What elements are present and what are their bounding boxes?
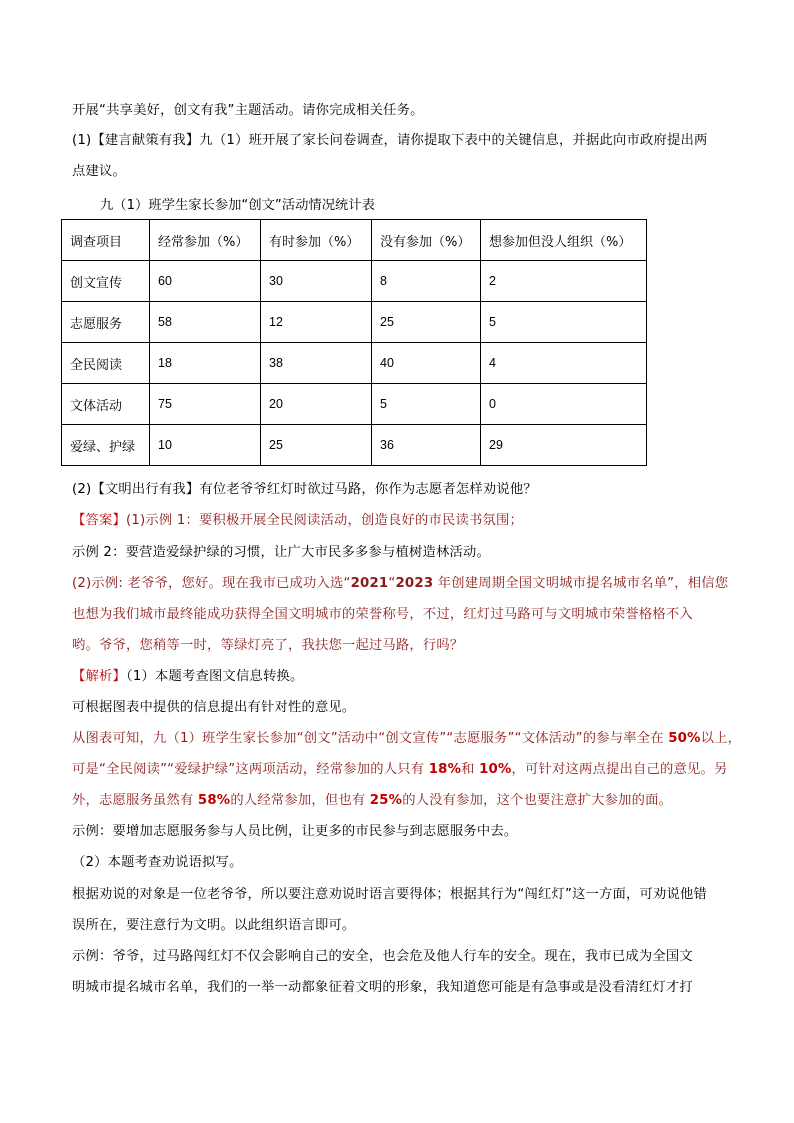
analysis-line5 bbox=[72, 791, 732, 811]
table-header-cell: 调查项目 bbox=[62, 220, 150, 261]
analysis-pct-58: 58% bbox=[197, 793, 231, 808]
answer-example1: (1)示例 1：要积极开展全民阅读活动，创造良好的市民读书氛围； bbox=[126, 513, 523, 528]
analysis-text: 外，志愿服务虽然有 bbox=[72, 793, 198, 808]
analysis-text: 的人没有参加，这个也要注意扩大参加的面。 bbox=[402, 793, 673, 808]
answer-line5: 哟。爷爷，您稍等一时，等绿灯亮了，我扶您一起过马路，行吗？ bbox=[72, 638, 464, 653]
table-cell: 10 bbox=[150, 425, 261, 466]
table-cell: 75 bbox=[150, 384, 261, 425]
analysis-pct-50: 50% bbox=[668, 731, 701, 746]
answer-part2-text: (2)示例: 老爷爷，您好。现在我市已成功入选“ bbox=[72, 576, 351, 591]
table-cell: 25 bbox=[261, 425, 372, 466]
analysis-line1 bbox=[72, 667, 732, 687]
answer-year-end: 2023 bbox=[395, 576, 434, 591]
analysis-part1-title: （1）本题考查图文信息转换。 bbox=[126, 669, 304, 684]
analysis-line4 bbox=[72, 760, 732, 780]
table-row bbox=[62, 384, 647, 425]
analysis-text: 从图表可知，九（1）班学生家长参加“创文”活动中“创文宣传”“志愿服务”“文体活动”的参与率全在 bbox=[72, 731, 669, 746]
table-cell: 20 bbox=[261, 384, 372, 425]
table-cell: 4 bbox=[481, 343, 647, 384]
analysis-line7: （2）本题考查劝说语拟写。 bbox=[72, 855, 243, 870]
answer-example2: 示例 2：要营造爱绿护绿的习惯，让广大市民多多参与植树造林活动。 bbox=[72, 545, 490, 560]
task2-text: 【文明出行有我】有位老爷爷红灯时欲过马路，你作为志愿者怎样劝说他？ bbox=[91, 482, 537, 497]
intro-text: 开展“共享美好，创文有我”主题活动。请你完成相关任务。 bbox=[72, 103, 424, 118]
row-label: 爱绿、护绿 bbox=[62, 425, 150, 466]
table-row bbox=[62, 343, 647, 384]
table-cell: 36 bbox=[372, 425, 481, 466]
answer-year-start: 2021 bbox=[350, 576, 389, 591]
analysis-text: 可是“全民阅读”“爱绿护绿”这两项活动，经常参加的人只有 bbox=[72, 762, 429, 777]
table-cell: 58 bbox=[150, 302, 261, 343]
analysis-text: 的人经常参加，但也有 bbox=[230, 793, 370, 808]
answer-line3 bbox=[72, 574, 732, 594]
survey-table bbox=[61, 219, 647, 466]
table-cell: 40 bbox=[372, 343, 481, 384]
analysis-text: 和 bbox=[461, 762, 480, 777]
table-cell: 5 bbox=[481, 302, 647, 343]
task1-line1 bbox=[72, 131, 732, 151]
table-header-row bbox=[62, 220, 647, 261]
table-cell: 8 bbox=[372, 261, 481, 302]
analysis-text: 以上， bbox=[700, 731, 742, 746]
table-row bbox=[62, 425, 647, 466]
answer-line4: 也想为我们城市最终能成功获得全国文明城市的荣誉称号，不过，红灯过马路可与文明城市荣誉格格不入 bbox=[72, 607, 693, 622]
table-cell: 38 bbox=[261, 343, 372, 384]
analysis-label: 【解析】 bbox=[72, 669, 126, 684]
table-header-cell: 有时参加（%） bbox=[261, 220, 372, 261]
row-label: 文体活动 bbox=[62, 384, 150, 425]
task1-number: (1) bbox=[72, 133, 92, 148]
table-header-cell: 经常参加（%） bbox=[150, 220, 261, 261]
analysis-line11: 明城市提名城市名单，我们的一举一动都象征着文明的形象，我知道您可能是有急事或是没看清红灯才打 bbox=[72, 980, 693, 995]
task2-line bbox=[72, 480, 732, 500]
table-cell: 30 bbox=[261, 261, 372, 302]
row-label: 全民阅读 bbox=[62, 343, 150, 384]
answer-label: 【答案】 bbox=[72, 513, 126, 528]
row-label: 志愿服务 bbox=[62, 302, 150, 343]
table-cell: 29 bbox=[481, 425, 647, 466]
analysis-line6: 示例：要增加志愿服务参与人员比例，让更多的市民参与到志愿服务中去。 bbox=[72, 824, 518, 839]
table-cell: 5 bbox=[372, 384, 481, 425]
analysis-line9: 误所在，要注意行为文明。以此组织语言即可。 bbox=[72, 918, 356, 933]
analysis-text: ，可针对这两点提出自己的意见。另 bbox=[511, 762, 728, 777]
task1-line2: 点建议。 bbox=[72, 164, 126, 179]
answer-quote: “ bbox=[388, 576, 396, 591]
table-cell: 0 bbox=[481, 384, 647, 425]
row-label: 创文宣传 bbox=[62, 261, 150, 302]
analysis-line8: 根据劝说的对象是一位老爷爷，所以要注意劝说时语言要得体；根据其行为“闯红灯”这一方面，可劝说他错 bbox=[72, 887, 708, 902]
table-header-cell: 想参加但没人组织（%） bbox=[481, 220, 647, 261]
task1-text: 【建言献策有我】九（1）班开展了家长问卷调查，请你提取下表中的关键信息，并据此向市政府提出两 bbox=[91, 133, 708, 148]
table-row bbox=[62, 302, 647, 343]
task2-number: (2) bbox=[72, 482, 92, 497]
analysis-line10: 示例：爷爷，过马路闯红灯不仅会影响自己的安全，也会危及他人行车的安全。现在，我市已成为全国文 bbox=[72, 949, 693, 964]
analysis-pct-10: 10% bbox=[479, 762, 512, 777]
table-cell: 2 bbox=[481, 261, 647, 302]
answer-part2-text-end: 年创建周期全国文明城市提名城市名单”，相信您 bbox=[433, 576, 729, 591]
table-cell: 18 bbox=[150, 343, 261, 384]
analysis-pct-25: 25% bbox=[369, 793, 403, 808]
table-cell: 60 bbox=[150, 261, 261, 302]
table-cell: 25 bbox=[372, 302, 481, 343]
table-caption: 九（1）班学生家长参加“创文”活动情况统计表 bbox=[100, 198, 375, 213]
analysis-line2: 可根据图表中提供的信息提出有针对性的意见。 bbox=[72, 700, 356, 715]
analysis-pct-18: 18% bbox=[428, 762, 462, 777]
table-row bbox=[62, 261, 647, 302]
table-cell: 12 bbox=[261, 302, 372, 343]
answer-line1 bbox=[72, 511, 732, 531]
analysis-line3 bbox=[72, 729, 742, 749]
table-header-cell: 没有参加（%） bbox=[372, 220, 481, 261]
